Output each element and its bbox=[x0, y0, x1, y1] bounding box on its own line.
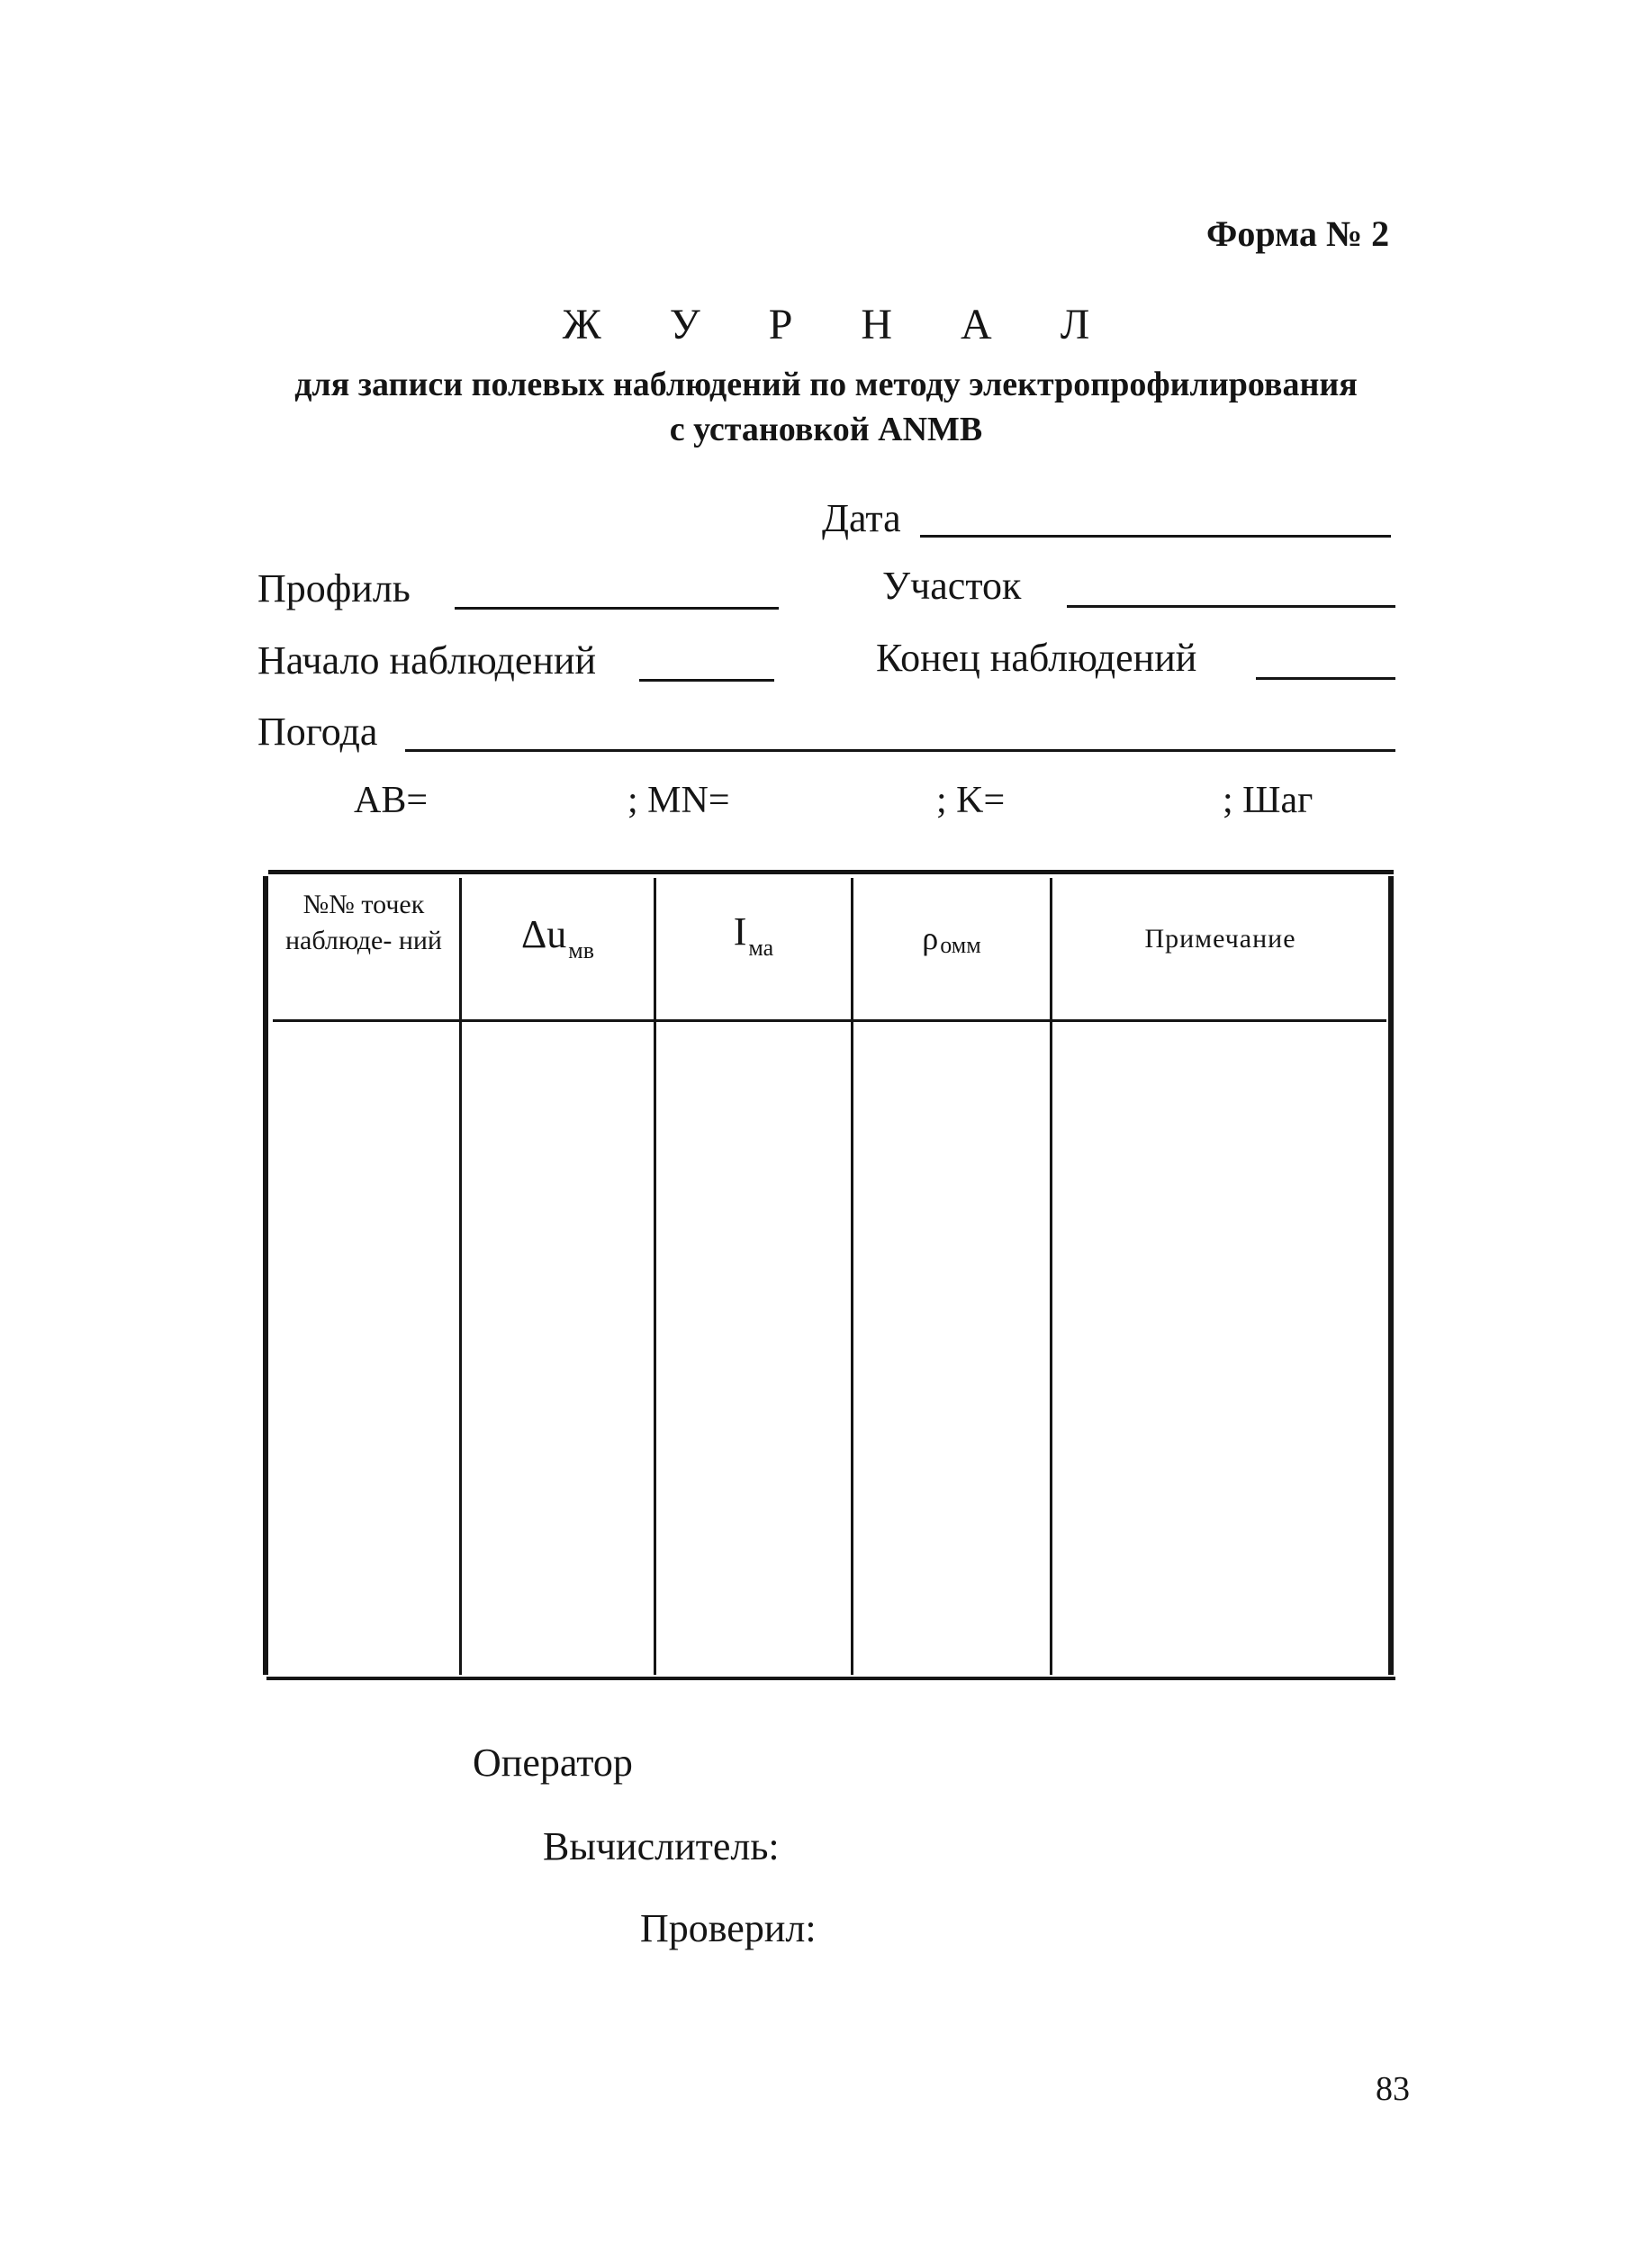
column-divider-2 bbox=[654, 878, 656, 1675]
area-label: Участок bbox=[882, 564, 1022, 608]
column-header-note: Примечание bbox=[1144, 924, 1296, 954]
end-label: Конец наблюдений bbox=[876, 636, 1197, 680]
profile-field[interactable] bbox=[455, 607, 779, 610]
column-header-resistivity bbox=[853, 920, 1050, 963]
end-field[interactable] bbox=[1256, 677, 1395, 680]
column-header-du bbox=[462, 912, 654, 969]
area-field[interactable] bbox=[1067, 605, 1395, 608]
date-label: Дата bbox=[822, 496, 901, 540]
form-number: Форма № 2 bbox=[1206, 213, 1390, 254]
start-field[interactable] bbox=[639, 679, 774, 682]
table-top-border bbox=[268, 870, 1394, 874]
date-field[interactable] bbox=[920, 535, 1391, 538]
start-label: Начало наблюдений bbox=[257, 638, 597, 683]
calculator-signature-label: Вычислитель: bbox=[543, 1824, 780, 1868]
column-header-points: №№ точек наблюде- ний bbox=[285, 890, 442, 955]
table-header-divider bbox=[273, 1019, 1386, 1022]
table-bottom-border bbox=[266, 1677, 1395, 1680]
weather-label: Погода bbox=[257, 710, 378, 754]
table-left-border bbox=[263, 876, 268, 1675]
step-param: ; Шаг bbox=[1223, 780, 1313, 821]
page-number: 83 bbox=[1376, 2070, 1410, 2108]
journal-title: Ж У Р Н А Л bbox=[562, 301, 1119, 348]
du-unit: мв bbox=[568, 937, 595, 963]
weather-field[interactable] bbox=[405, 749, 1395, 752]
du-symbol: Δu bbox=[520, 912, 567, 956]
mn-param: ; MN= bbox=[627, 780, 730, 821]
journal-subtitle-line2: с установкой ANMB bbox=[669, 411, 983, 448]
resistivity-symbol: ρ bbox=[922, 920, 939, 956]
journal-subtitle-line1: для записи полевых наблюдений по методу электропрофилирования bbox=[294, 366, 1358, 403]
resistivity-unit: омм bbox=[940, 932, 981, 958]
operator-signature-label: Оператор bbox=[473, 1741, 633, 1785]
ab-param: AB= bbox=[354, 780, 429, 821]
table-right-border bbox=[1388, 876, 1394, 1675]
column-header-current bbox=[656, 909, 851, 966]
profile-label: Профиль bbox=[257, 566, 411, 610]
column-divider-3 bbox=[851, 878, 853, 1675]
current-symbol: I bbox=[733, 909, 747, 954]
checked-signature-label: Проверил: bbox=[640, 1906, 817, 1950]
k-param: ; K= bbox=[936, 780, 1006, 821]
column-divider-4 bbox=[1050, 878, 1052, 1675]
current-unit: ма bbox=[748, 935, 774, 961]
column-divider-1 bbox=[459, 878, 462, 1675]
